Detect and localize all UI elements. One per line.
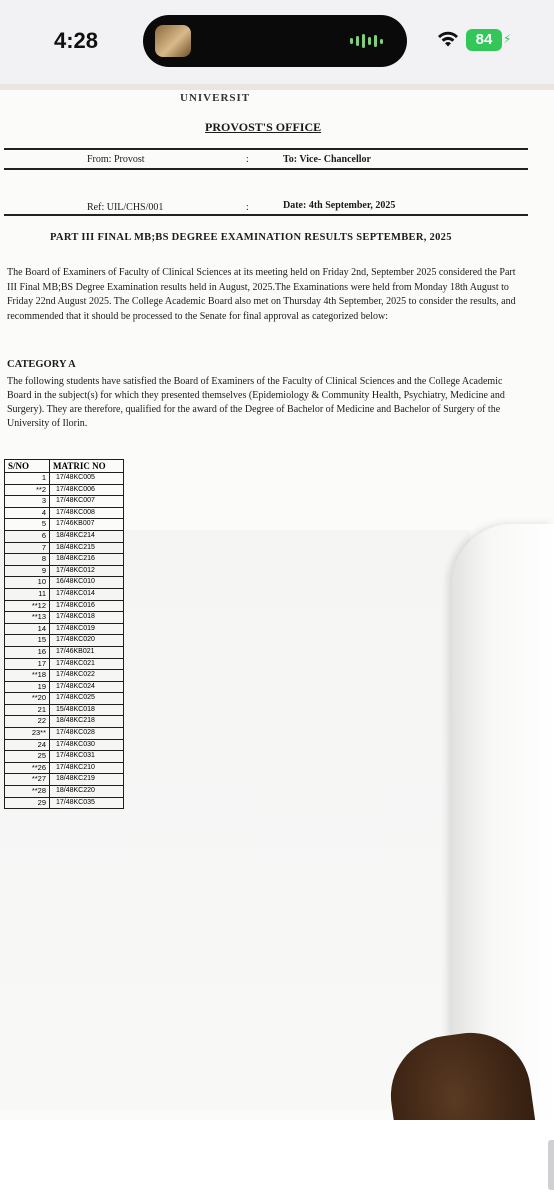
table-row bbox=[5, 588, 124, 600]
cell-matric: 17/48KC024 bbox=[50, 681, 124, 693]
battery-icon: 84 bbox=[466, 29, 502, 51]
university-header-cut: UNIVERSIT bbox=[180, 92, 251, 104]
cell-sno: **26 bbox=[5, 762, 50, 774]
cell-sno: **2 bbox=[5, 484, 50, 496]
table-row bbox=[5, 519, 124, 531]
cell-sno: 9 bbox=[5, 565, 50, 577]
charging-bolt-icon: ⚡ bbox=[503, 32, 512, 46]
cell-sno: **28 bbox=[5, 786, 50, 798]
cell-matric: 18/48KC219 bbox=[50, 774, 124, 786]
memo-from: From: Provost bbox=[87, 154, 145, 165]
table-row bbox=[5, 623, 124, 635]
table-row bbox=[5, 658, 124, 670]
cell-matric: 17/48KC031 bbox=[50, 751, 124, 763]
table-row bbox=[5, 797, 124, 809]
cell-matric: 18/48KC218 bbox=[50, 716, 124, 728]
cell-sno: 10 bbox=[5, 577, 50, 589]
cell-matric: 17/48KC019 bbox=[50, 623, 124, 635]
cell-matric: 17/48KC007 bbox=[50, 496, 124, 508]
table-row bbox=[5, 693, 124, 705]
cell-matric: 17/48KC016 bbox=[50, 600, 124, 612]
cell-sno: 16 bbox=[5, 646, 50, 658]
cell-matric: 17/48KC018 bbox=[50, 612, 124, 624]
table-row bbox=[5, 774, 124, 786]
cell-sno: **20 bbox=[5, 693, 50, 705]
cell-matric: 17/48KC005 bbox=[50, 473, 124, 485]
table-row bbox=[5, 565, 124, 577]
rule-bottom bbox=[4, 214, 528, 216]
cell-sno: 4 bbox=[5, 507, 50, 519]
cell-sno: 15 bbox=[5, 635, 50, 647]
cell-matric: 16/48KC010 bbox=[50, 577, 124, 589]
island-thumbnail-icon bbox=[155, 25, 191, 57]
table-row bbox=[5, 704, 124, 716]
cell-matric: 17/48KC028 bbox=[50, 728, 124, 740]
table-row bbox=[5, 612, 124, 624]
table-row bbox=[5, 554, 124, 566]
cell-sno: 21 bbox=[5, 704, 50, 716]
status-bar bbox=[0, 0, 554, 84]
cell-matric: 17/48KC022 bbox=[50, 670, 124, 682]
page-curl bbox=[452, 524, 554, 1120]
memo-colon: : bbox=[246, 154, 249, 165]
cell-sno: 8 bbox=[5, 554, 50, 566]
cell-sno: 1 bbox=[5, 473, 50, 485]
cell-matric: 18/48KC220 bbox=[50, 786, 124, 798]
table-row bbox=[5, 496, 124, 508]
cell-matric: 17/48KC210 bbox=[50, 762, 124, 774]
cell-matric: 18/48KC216 bbox=[50, 554, 124, 566]
wifi-icon bbox=[436, 30, 460, 48]
rule-top bbox=[4, 148, 528, 150]
table-row bbox=[5, 681, 124, 693]
table-body bbox=[5, 473, 124, 809]
audio-wave-icon bbox=[350, 33, 383, 49]
cell-sno: 6 bbox=[5, 530, 50, 542]
cell-sno: 7 bbox=[5, 542, 50, 554]
cell-sno: 17 bbox=[5, 658, 50, 670]
category-title: CATEGORY A bbox=[7, 359, 76, 370]
cell-matric: 18/48KC214 bbox=[50, 530, 124, 542]
bottom-bar bbox=[0, 1120, 554, 1200]
rule-middle bbox=[4, 168, 528, 170]
cell-matric: 17/48KC030 bbox=[50, 739, 124, 751]
office-title: PROVOST'S OFFICE bbox=[205, 120, 322, 134]
table-row bbox=[5, 542, 124, 554]
cell-matric: 17/48KC008 bbox=[50, 507, 124, 519]
cell-sno: 11 bbox=[5, 588, 50, 600]
table-row bbox=[5, 635, 124, 647]
cell-matric: 17/48KC014 bbox=[50, 588, 124, 600]
cell-matric: 18/48KC215 bbox=[50, 542, 124, 554]
cell-matric: 17/48KC025 bbox=[50, 693, 124, 705]
memo-ref: Ref: UIL/CHS/001 bbox=[87, 202, 164, 213]
table-row bbox=[5, 762, 124, 774]
document-photo[interactable] bbox=[0, 84, 554, 1120]
table-row bbox=[5, 739, 124, 751]
table-row bbox=[5, 646, 124, 658]
cell-sno: 25 bbox=[5, 751, 50, 763]
cell-sno: 5 bbox=[5, 519, 50, 531]
cell-sno: 23** bbox=[5, 728, 50, 740]
cell-sno: 3 bbox=[5, 496, 50, 508]
table-row bbox=[5, 484, 124, 496]
cell-matric: 17/46KB007 bbox=[50, 519, 124, 531]
header-sno: S/NO bbox=[5, 460, 50, 473]
memo-colon: : bbox=[246, 202, 249, 213]
cell-matric: 17/48KC021 bbox=[50, 658, 124, 670]
table-row bbox=[5, 728, 124, 740]
table-row bbox=[5, 507, 124, 519]
cell-matric: 17/48KC020 bbox=[50, 635, 124, 647]
cell-sno: 29 bbox=[5, 797, 50, 809]
results-heading: PART III FINAL MB;BS DEGREE EXAMINATION RESULTS SEPTEMBER, 2025 bbox=[50, 232, 452, 243]
table-row bbox=[5, 473, 124, 485]
cell-sno: 19 bbox=[5, 681, 50, 693]
cell-sno: **12 bbox=[5, 600, 50, 612]
table-row bbox=[5, 670, 124, 682]
cell-sno: **18 bbox=[5, 670, 50, 682]
table-row bbox=[5, 600, 124, 612]
intro-paragraph: The Board of Examiners of Faculty of Clinical Sciences at its meeting held on Friday 2nd, September 2025 considered the Part III Final MB;BS Degree Examination results held in August, 2025.The Examinations were held from Monday 18th August to Friday 22nd August 2025. The College Academic Board also met on Thursday 4th September, 2025 to consider the results, and recommended that it should be processed to the Senate for final approval as categorized below: bbox=[7, 267, 516, 322]
table-row bbox=[5, 716, 124, 728]
cell-sno: 14 bbox=[5, 623, 50, 635]
header-matric: MATRIC NO bbox=[50, 460, 124, 473]
memo-to: To: Vice- Chancellor bbox=[283, 154, 371, 165]
table-row bbox=[5, 751, 124, 763]
cell-sno: **13 bbox=[5, 612, 50, 624]
cell-sno: 24 bbox=[5, 739, 50, 751]
cell-matric: 17/48KC035 bbox=[50, 797, 124, 809]
results-table bbox=[4, 459, 124, 809]
table-row bbox=[5, 786, 124, 798]
table-row bbox=[5, 577, 124, 589]
category-paragraph: The following students have satisfied the Board of Examiners of the Faculty of Clinical Sciences and the College Academic Board in the subject(s) for which they presented themselves (Epidemiology & Community Health, Psychiatry, Medicine and Surgery). They are therefore, qualified for the award of the Degree of Bachelor of Medicine and Bachelor of Surgery of the University of Ilorin. bbox=[7, 376, 505, 429]
table-row bbox=[5, 530, 124, 542]
cell-sno: 22 bbox=[5, 716, 50, 728]
cell-matric: 17/48KC012 bbox=[50, 565, 124, 577]
dynamic-island[interactable] bbox=[143, 15, 407, 67]
cell-matric: 17/48KC006 bbox=[50, 484, 124, 496]
table-header-row bbox=[5, 460, 124, 473]
cell-matric: 15/48KC018 bbox=[50, 704, 124, 716]
memo-date: Date: 4th September, 2025 bbox=[283, 200, 396, 211]
cell-sno: **27 bbox=[5, 774, 50, 786]
cell-matric: 17/46KB021 bbox=[50, 646, 124, 658]
edge-handle[interactable] bbox=[548, 1140, 554, 1190]
status-time: 4:28 bbox=[54, 28, 99, 53]
